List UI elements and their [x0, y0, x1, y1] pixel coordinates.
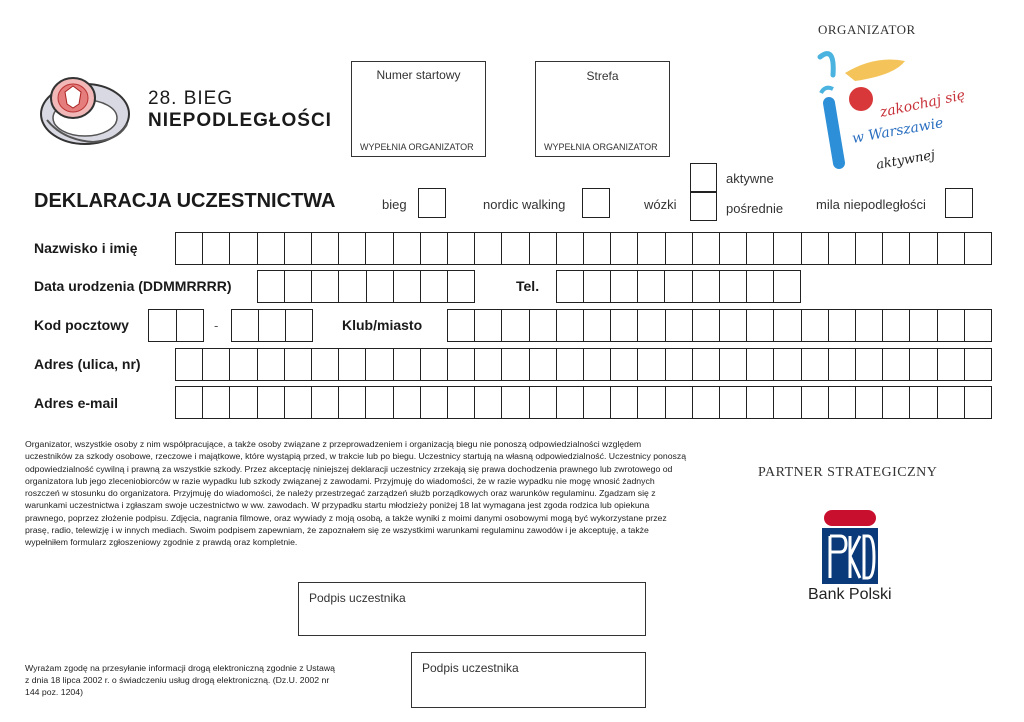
character-cell[interactable] — [611, 387, 638, 418]
character-cell[interactable] — [258, 349, 285, 380]
signature-label-2: Podpis uczestnika — [422, 661, 519, 675]
character-cell[interactable] — [965, 349, 991, 380]
character-cell[interactable] — [774, 387, 801, 418]
organizer-logo-line1: zakochaj się — [878, 87, 967, 121]
partner-heading: PARTNER STRATEGICZNY — [758, 465, 938, 480]
checkbox-wozki-aktywne[interactable] — [690, 163, 717, 192]
character-cell[interactable] — [394, 387, 421, 418]
zone-title: Strefa — [586, 69, 619, 83]
character-cell[interactable] — [802, 233, 829, 264]
option-posrednie-label: pośrednie — [726, 201, 784, 216]
character-cell[interactable] — [910, 310, 937, 341]
club-input[interactable] — [447, 309, 992, 342]
character-cell[interactable] — [774, 233, 801, 264]
character-cell[interactable] — [965, 310, 991, 341]
zone-box[interactable] — [535, 61, 670, 157]
character-cell[interactable] — [339, 387, 366, 418]
organizer-logo-line3: aktywnej — [875, 147, 937, 173]
consent-text: Wyrażam zgodę na przesyłanie informacji drogą elektroniczną zgodnie z Ustawą z dnia 18 lipca 2002 r. o świadczeniu usług drogą elektroniczną. (Dz.U. 2002 nr 144 poz. 1204) — [25, 663, 335, 697]
email-label: Adres e-mail — [34, 395, 119, 411]
character-cell[interactable] — [747, 349, 774, 380]
character-cell[interactable] — [557, 310, 584, 341]
character-cell[interactable] — [720, 271, 747, 302]
character-cell[interactable] — [584, 310, 611, 341]
checkbox-bieg[interactable] — [418, 188, 446, 218]
option-mila-label: mila niepodległości — [816, 197, 926, 212]
character-cell[interactable] — [149, 310, 177, 341]
character-cell[interactable] — [638, 387, 665, 418]
character-cell[interactable] — [829, 349, 856, 380]
character-cell[interactable] — [502, 387, 529, 418]
character-cell[interactable] — [693, 310, 720, 341]
character-cell[interactable] — [965, 233, 991, 264]
character-cell[interactable] — [747, 271, 774, 302]
character-cell[interactable] — [856, 310, 883, 341]
character-cell[interactable] — [259, 310, 286, 341]
character-cell[interactable] — [366, 233, 393, 264]
character-cell[interactable] — [747, 310, 774, 341]
club-label: Klub/miasto — [342, 317, 423, 333]
character-cell[interactable] — [747, 233, 774, 264]
character-cell[interactable] — [720, 310, 747, 341]
character-cell[interactable] — [938, 387, 965, 418]
postcode-dash: - — [214, 318, 219, 333]
character-cell[interactable] — [530, 233, 557, 264]
organizer-logo — [815, 45, 975, 180]
character-cell[interactable] — [883, 387, 910, 418]
character-cell[interactable] — [530, 349, 557, 380]
postcode-label: Kod pocztowy — [34, 317, 129, 333]
option-bieg-label: bieg — [382, 197, 407, 212]
character-cell[interactable] — [666, 310, 693, 341]
signature-box-1[interactable] — [298, 582, 646, 636]
character-cell[interactable] — [203, 233, 230, 264]
start-number-box[interactable] — [351, 61, 486, 157]
pko-logo-icon — [820, 508, 880, 586]
character-cell[interactable] — [366, 349, 393, 380]
character-cell[interactable] — [584, 387, 611, 418]
email-input[interactable] — [175, 386, 992, 419]
character-cell[interactable] — [502, 310, 529, 341]
character-cell[interactable] — [285, 233, 312, 264]
character-cell[interactable] — [802, 310, 829, 341]
name-label: Nazwisko i imię — [34, 240, 138, 256]
signature-box-2[interactable] — [411, 652, 646, 708]
dob-label: Data urodzenia (DDMMRRRR) — [34, 278, 232, 294]
character-cell[interactable] — [312, 349, 339, 380]
character-cell[interactable] — [177, 310, 204, 341]
character-cell[interactable] — [557, 349, 584, 380]
address-input[interactable] — [175, 348, 992, 381]
character-cell[interactable] — [557, 233, 584, 264]
character-cell[interactable] — [285, 271, 312, 302]
character-cell[interactable] — [366, 387, 393, 418]
option-wozki-label: wózki — [644, 197, 677, 212]
character-cell[interactable] — [502, 349, 529, 380]
option-aktywne-label: aktywne — [726, 171, 774, 186]
character-cell[interactable] — [638, 233, 665, 264]
character-cell[interactable] — [747, 387, 774, 418]
character-cell[interactable] — [666, 233, 693, 264]
character-cell[interactable] — [475, 310, 502, 341]
character-cell[interactable] — [312, 233, 339, 264]
partner-bank-name: Bank Polski — [808, 586, 892, 603]
character-cell[interactable] — [203, 387, 230, 418]
character-cell[interactable] — [475, 349, 502, 380]
character-cell[interactable] — [910, 387, 937, 418]
character-cell[interactable] — [611, 271, 638, 302]
character-cell[interactable] — [638, 310, 665, 341]
character-cell[interactable] — [502, 233, 529, 264]
start-number-note: WYPEŁNIA ORGANIZATOR — [360, 142, 474, 152]
character-cell[interactable] — [230, 349, 257, 380]
character-cell[interactable] — [720, 349, 747, 380]
character-cell[interactable] — [693, 387, 720, 418]
character-cell[interactable] — [176, 387, 203, 418]
character-cell[interactable] — [448, 233, 475, 264]
character-cell[interactable] — [448, 271, 474, 302]
character-cell[interactable] — [394, 271, 421, 302]
character-cell[interactable] — [448, 310, 475, 341]
character-cell[interactable] — [883, 349, 910, 380]
character-cell[interactable] — [258, 233, 285, 264]
character-cell[interactable] — [448, 349, 475, 380]
checkbox-nordic-walking[interactable] — [582, 188, 610, 218]
legal-disclaimer: Organizator, wszystkie osoby z nim współpracujące, a także osoby związane z przeprowadzeniem i organizacją biegu nie ponoszą odpowiedzialności względem uczestników za szkody osobowe, rzeczowe i majątkowe, które wystąpią przed, w trakcie lub po biegu. Uczestnicy startują na własną odpowiedzialność. Uczestnicy ponoszą odpowiedzialność cywilną i prawną za wszystkie szkody. Przez akceptację niniejszej deklaracji uczestnicy zrzekają się prawa dochodzenia prawnego lub zwrotowego od organizatora lub jego zleceniobiorców w razie wypadku lub szkody związanej z zawodami. Przyjmuję do wiadomości, że w razie wypadku nie mogę wnosić żadnych roszczeń w stosunku do organizatora. Przyjmuję do wiadomości, że należy przestrzegać zarządzeń służb porządkowych oraz warunków regulaminu. Zgadzam się z warunkami uczestnictwa i zgłaszam swoje uczestnictwo w ww. zawodach. W przypadku startu młodzieży poniżej 18 lat wymagana jest zgoda rodzica lub opiekuna prawnego, poprzez złożenie podpisu. Zdjęcia, nagrania filmowe, oraz wywiady z moją osobą, a także wyniki z moimi danymi osobowymi mogą być wykorzystane przez prasę, radio, telewizję i w innych mediach. Swoim podpisem zapewniam, że zapoznałem się ze wszystkimi warunkami regulaminu zawodów i je akceptuję, a także wypełniłem formularz zgłoszeniowy zgodnie z prawdą oraz kompletnie. — [25, 439, 687, 548]
character-cell[interactable] — [394, 349, 421, 380]
character-cell[interactable] — [774, 271, 800, 302]
character-cell[interactable] — [475, 233, 502, 264]
character-cell[interactable] — [176, 233, 203, 264]
character-cell[interactable] — [720, 387, 747, 418]
character-cell[interactable] — [611, 310, 638, 341]
character-cell[interactable] — [394, 233, 421, 264]
dob-input[interactable] — [257, 270, 475, 303]
character-cell[interactable] — [230, 387, 257, 418]
character-cell[interactable] — [176, 349, 203, 380]
character-cell[interactable] — [339, 233, 366, 264]
zone-note: WYPEŁNIA ORGANIZATOR — [544, 142, 658, 152]
character-cell[interactable] — [611, 233, 638, 264]
character-cell[interactable] — [339, 349, 366, 380]
character-cell[interactable] — [910, 233, 937, 264]
character-cell[interactable] — [693, 349, 720, 380]
character-cell[interactable] — [720, 233, 747, 264]
character-cell[interactable] — [286, 310, 312, 341]
character-cell[interactable] — [638, 349, 665, 380]
character-cell[interactable] — [693, 233, 720, 264]
event-title-line1: 28. BIEG — [148, 88, 234, 109]
character-cell[interactable] — [584, 233, 611, 264]
character-cell[interactable] — [856, 387, 883, 418]
character-cell[interactable] — [448, 387, 475, 418]
character-cell[interactable] — [421, 233, 448, 264]
option-nordic-label: nordic walking — [483, 197, 566, 212]
character-cell[interactable] — [666, 349, 693, 380]
character-cell[interactable] — [312, 387, 339, 418]
signature-label-1: Podpis uczestnika — [309, 591, 406, 605]
event-title-line2: NIEPODLEGŁOŚCI — [148, 110, 332, 131]
character-cell[interactable] — [530, 310, 557, 341]
character-cell[interactable] — [312, 271, 339, 302]
checkbox-mila[interactable] — [945, 188, 973, 218]
character-cell[interactable] — [557, 387, 584, 418]
address-label: Adres (ulica, nr) — [34, 356, 141, 372]
character-cell[interactable] — [557, 271, 584, 302]
character-cell[interactable] — [774, 310, 801, 341]
character-cell[interactable] — [802, 387, 829, 418]
ring-logo — [33, 70, 133, 150]
postcode-input-part1[interactable] — [148, 309, 204, 342]
character-cell[interactable] — [421, 349, 448, 380]
character-cell[interactable] — [665, 271, 692, 302]
character-cell[interactable] — [693, 271, 720, 302]
character-cell[interactable] — [829, 310, 856, 341]
character-cell[interactable] — [774, 349, 801, 380]
character-cell[interactable] — [584, 271, 611, 302]
character-cell[interactable] — [203, 349, 230, 380]
character-cell[interactable] — [938, 310, 965, 341]
character-cell[interactable] — [638, 271, 665, 302]
character-cell[interactable] — [258, 271, 285, 302]
tel-input[interactable] — [556, 270, 801, 303]
character-cell[interactable] — [829, 233, 856, 264]
character-cell[interactable] — [910, 349, 937, 380]
character-cell[interactable] — [285, 349, 312, 380]
character-cell[interactable] — [883, 233, 910, 264]
character-cell[interactable] — [339, 271, 366, 302]
character-cell[interactable] — [938, 349, 965, 380]
start-number-title: Numer startowy — [376, 68, 461, 82]
character-cell[interactable] — [965, 387, 991, 418]
tel-label: Tel. — [516, 278, 540, 294]
character-cell[interactable] — [285, 387, 312, 418]
character-cell[interactable] — [421, 271, 448, 302]
character-cell[interactable] — [584, 349, 611, 380]
character-cell[interactable] — [802, 349, 829, 380]
character-cell[interactable] — [232, 310, 259, 341]
character-cell[interactable] — [367, 271, 394, 302]
character-cell[interactable] — [666, 387, 693, 418]
character-cell[interactable] — [475, 387, 502, 418]
form-title: DEKLARACJA UCZESTNICTWA — [34, 190, 336, 212]
character-cell[interactable] — [530, 387, 557, 418]
checkbox-wozki-posrednie[interactable] — [690, 192, 717, 221]
postcode-input-part2[interactable] — [231, 309, 313, 342]
organizer-logo-line2: w Warszawie — [850, 115, 945, 147]
organizer-heading: ORGANIZATOR — [818, 22, 916, 37]
name-input[interactable] — [175, 232, 992, 265]
character-cell[interactable] — [856, 233, 883, 264]
character-cell[interactable] — [611, 349, 638, 380]
character-cell[interactable] — [230, 233, 257, 264]
character-cell[interactable] — [258, 387, 285, 418]
character-cell[interactable] — [856, 349, 883, 380]
character-cell[interactable] — [829, 387, 856, 418]
character-cell[interactable] — [421, 387, 448, 418]
character-cell[interactable] — [883, 310, 910, 341]
character-cell[interactable] — [938, 233, 965, 264]
